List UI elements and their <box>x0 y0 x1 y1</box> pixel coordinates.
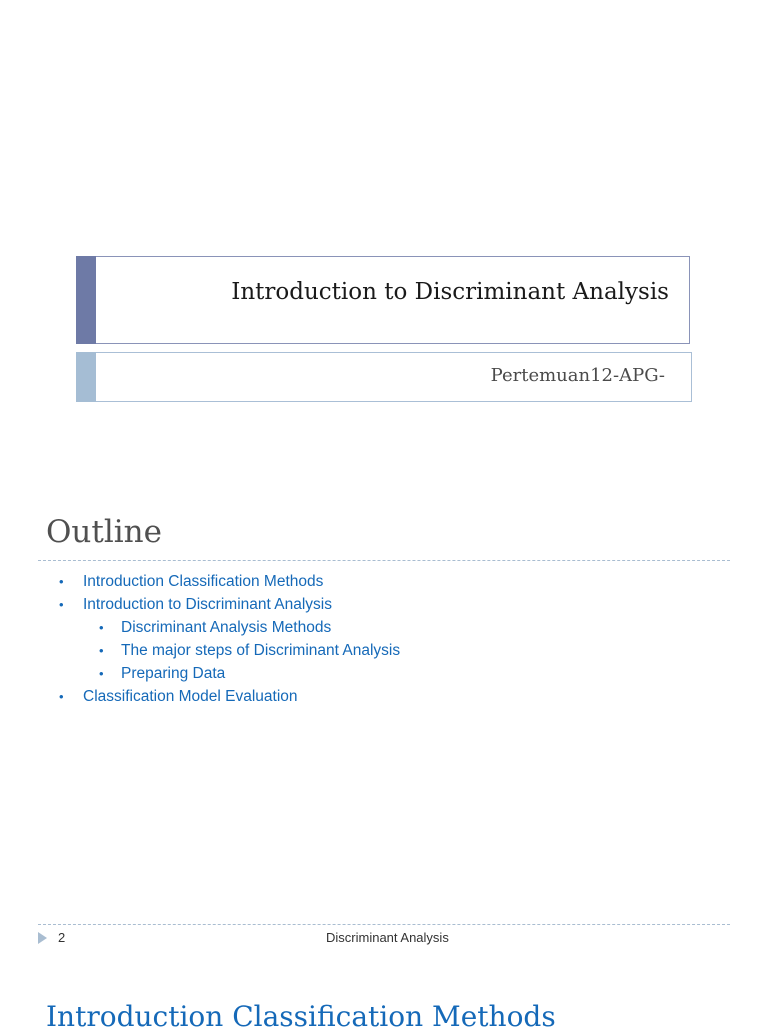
next-slide-heading: Introduction Classification Methods <box>46 1000 556 1033</box>
bullet-icon: • <box>59 689 64 704</box>
bullet-icon: • <box>99 666 104 681</box>
list-item: • Introduction Classification Methods <box>0 570 400 593</box>
heading-divider <box>38 560 730 561</box>
page-number: 2 <box>58 930 66 945</box>
bullet-icon: • <box>99 620 104 635</box>
bullet-icon: • <box>99 643 104 658</box>
list-item: • Discriminant Analysis Methods <box>0 616 400 639</box>
title-box <box>76 256 690 344</box>
outline-heading: Outline <box>46 514 162 550</box>
footer-title: Discriminant Analysis <box>326 930 449 945</box>
footer-divider <box>38 924 730 925</box>
outline-list <box>0 570 400 708</box>
slide-title: Introduction to Discriminant Analysis <box>231 279 669 305</box>
triangle-right-icon <box>38 932 47 944</box>
subtitle-accent-bar <box>76 352 96 402</box>
list-item: • Classification Model Evaluation <box>0 685 400 708</box>
slide-subtitle: Pertemuan12-APG- <box>490 365 665 386</box>
list-item: • The major steps of Discriminant Analysis <box>0 639 400 662</box>
list-item: • Preparing Data <box>0 662 400 685</box>
title-accent-bar <box>76 256 96 344</box>
subtitle-box <box>76 352 692 402</box>
list-item: • Introduction to Discriminant Analysis <box>0 593 400 616</box>
bullet-icon: • <box>59 574 64 589</box>
bullet-icon: • <box>59 597 64 612</box>
